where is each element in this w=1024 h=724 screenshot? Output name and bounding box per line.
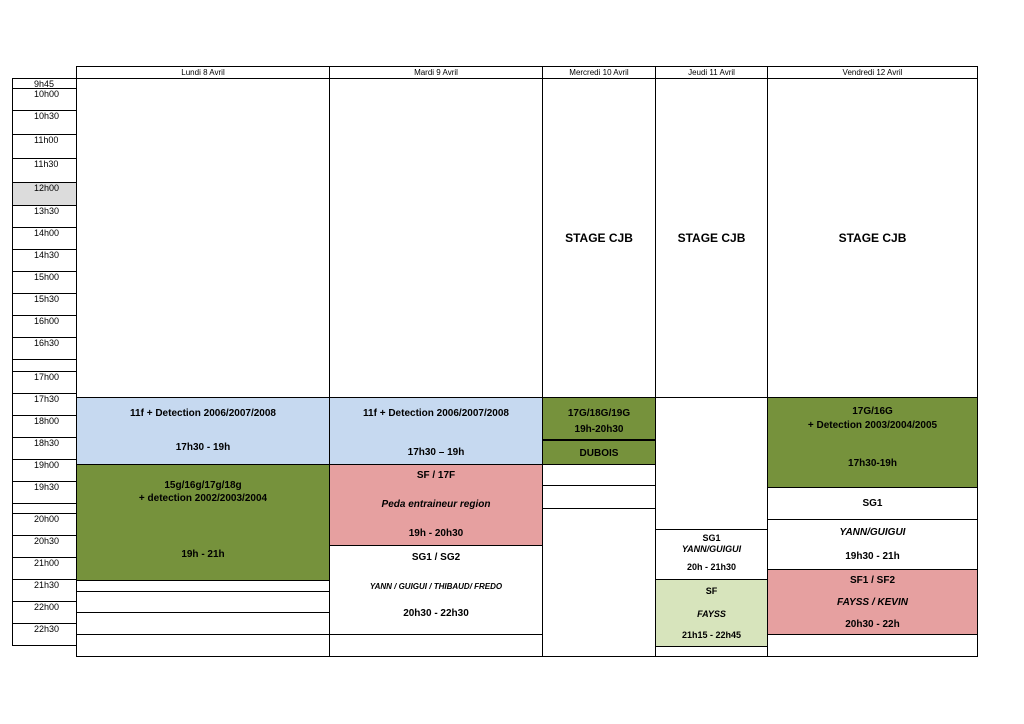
session-time: 21h15 - 22h45	[681, 630, 742, 640]
stage-label-jeudi: STAGE CJB	[677, 231, 746, 245]
time-slot-label: 10h30	[12, 110, 77, 135]
day-header-jeudi: Jeudi 11 Avril	[655, 66, 768, 79]
mercredi-empty-slot	[542, 508, 656, 657]
jeudi-session-2	[655, 579, 768, 647]
session-sub: YANN/GUIGUI	[681, 544, 742, 554]
time-slot-label: 16h00	[12, 315, 77, 338]
mercredi-stage-block	[542, 78, 656, 398]
session-title: 11f + Detection 2006/2007/2008	[130, 408, 276, 419]
session-time: 17h30 - 19h	[175, 442, 231, 453]
mercredi-empty-slot	[542, 485, 656, 509]
session-title: SF / 17F	[416, 470, 456, 481]
session-line1: 15g/16g/17g/18g	[164, 480, 242, 491]
jeudi-empty-slot	[655, 397, 768, 530]
lundi-morning-empty	[76, 78, 330, 398]
jeudi-stage-block	[655, 78, 768, 398]
vendredi-empty-slot	[767, 634, 978, 657]
time-slot-label: 19h30	[12, 481, 77, 504]
mardi-session-3	[329, 545, 543, 635]
session-title: 17G/18G/19G	[567, 408, 631, 419]
mercredi-session-1	[542, 397, 656, 440]
time-slot-label: 11h30	[12, 158, 77, 183]
jeudi-session-1	[655, 529, 768, 580]
session-title: SF	[705, 586, 718, 596]
session-title: SG1	[862, 498, 883, 509]
mardi-session-1	[329, 397, 543, 465]
session-line2: + detection 2002/2003/2004	[138, 493, 268, 504]
session-time: 19h30 - 21h	[845, 551, 900, 562]
day-header-lundi: Lundi 8 Avril	[76, 66, 330, 79]
session-time: 19h-20h30	[574, 424, 624, 435]
session-time: 20h - 21h30	[686, 562, 737, 572]
vendredi-session-4	[767, 569, 978, 635]
session-title: 11f + Detection 2006/2007/2008	[363, 408, 509, 419]
stage-label-vendredi: STAGE CJB	[838, 231, 907, 245]
vendredi-session-1	[767, 397, 978, 488]
time-slot-label: 20h30	[12, 535, 77, 558]
session-time: 17h30 – 19h	[407, 447, 465, 458]
time-slot-label: 18h00	[12, 415, 77, 438]
session-time: 19h - 20h30	[408, 528, 464, 539]
mercredi-session-2	[542, 440, 656, 465]
time-slot-label: 19h00	[12, 459, 77, 482]
day-header-mercredi: Mercredi 10 Avril	[542, 66, 656, 79]
lundi-empty-slot	[76, 591, 330, 613]
mardi-morning-empty	[329, 78, 543, 398]
time-slot-label: 9h45	[12, 78, 77, 89]
session-line1: 17G/16G	[852, 406, 893, 417]
lundi-session-2	[76, 464, 330, 581]
session-title: DUBOIS	[579, 448, 619, 459]
time-slot-label: 15h30	[12, 293, 77, 316]
mardi-session-2	[329, 464, 543, 546]
vendredi-session-2	[767, 487, 978, 520]
time-slot-label: 12h00	[12, 182, 77, 206]
lundi-empty-slot	[76, 612, 330, 635]
mardi-empty-slot	[329, 634, 543, 657]
session-title: SF1 / SF2	[849, 575, 895, 586]
time-slot-label: 13h30	[12, 205, 77, 228]
time-slot-label: 14h00	[12, 227, 77, 250]
session-sub: YANN / GUIGUI / THIBAUD/ FREDO	[369, 582, 503, 591]
session-time: 17h30-19h	[848, 458, 897, 469]
time-slot-label: 17h30	[12, 393, 77, 416]
jeudi-empty-slot	[655, 646, 768, 657]
time-slot-label: 18h30	[12, 437, 77, 460]
time-slot-label: 22h30	[12, 623, 77, 646]
time-slot-label: 21h30	[12, 579, 77, 602]
day-header-vendredi: Vendredi 12 Avril	[767, 66, 978, 79]
time-slot-label: 22h00	[12, 601, 77, 624]
vendredi-session-3	[767, 519, 978, 570]
lundi-empty-slot	[76, 634, 330, 657]
time-slot-label: 16h30	[12, 337, 77, 360]
session-time: 20h30 - 22h30	[403, 608, 469, 619]
session-sub: FAYSS	[697, 609, 726, 619]
session-sub: YANN/GUIGUI	[839, 527, 906, 538]
vendredi-stage-block	[767, 78, 978, 398]
session-title: SG1 / SG2	[411, 552, 461, 563]
day-header-mardi: Mardi 9 Avril	[329, 66, 543, 79]
lundi-session-1	[76, 397, 330, 465]
session-time: 19h - 21h	[181, 549, 225, 560]
time-slot-label: 17h00	[12, 371, 77, 394]
time-slot-label: 15h00	[12, 271, 77, 294]
mercredi-empty-slot	[542, 464, 656, 486]
time-slot-label: 20h00	[12, 513, 77, 536]
session-title: SG1	[702, 533, 721, 543]
time-slot-label: 10h00	[12, 88, 77, 111]
session-sub: FAYSS / KEVIN	[837, 597, 908, 608]
stage-label-mercredi: STAGE CJB	[565, 231, 633, 245]
session-time: 20h30 - 22h	[845, 619, 900, 630]
time-slot-label: 14h30	[12, 249, 77, 272]
time-slot-label: 21h00	[12, 557, 77, 580]
time-slot-label: 11h00	[12, 134, 77, 159]
session-line2: + Detection 2003/2004/2005	[807, 420, 938, 431]
session-sub: Peda entraineur region	[381, 499, 491, 510]
